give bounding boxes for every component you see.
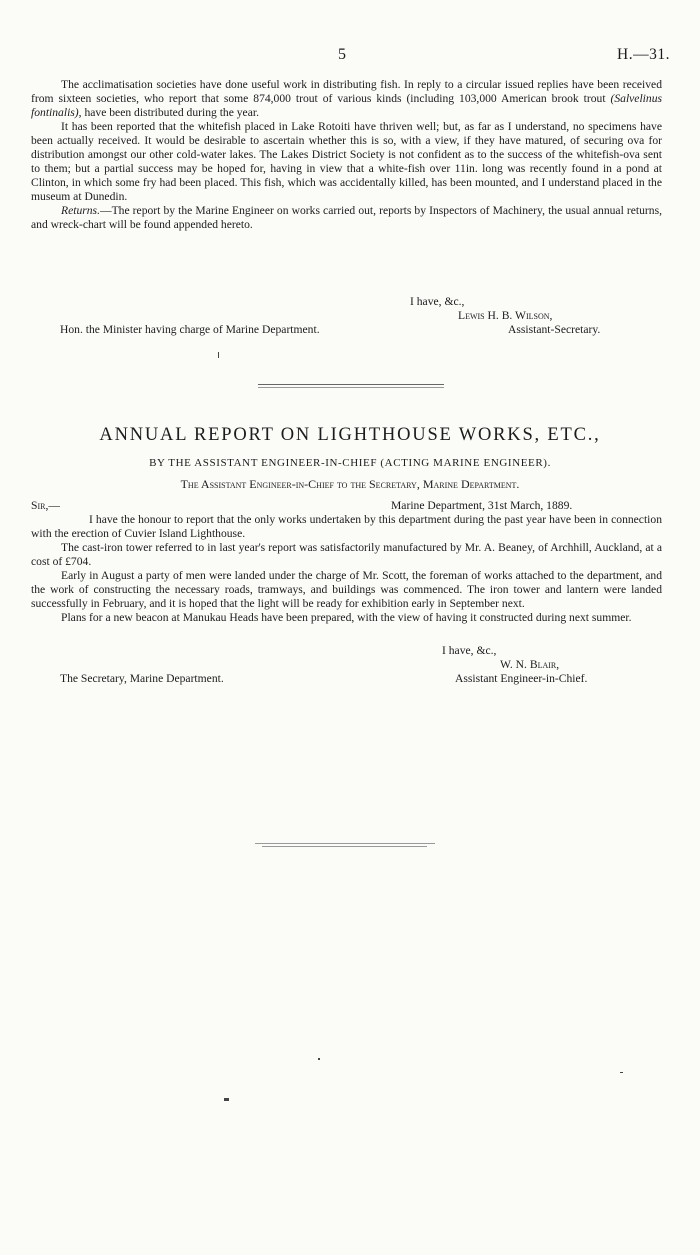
para1-end-text: , have been distributed during the year. xyxy=(78,106,259,119)
signatory-title-1: Assistant-Secretary. xyxy=(508,323,601,336)
paragraph-beacon: Plans for a new beacon at Manukau Heads have been prepared, with the view of having it constructed during next summer. xyxy=(61,611,632,624)
report-body-section-2 xyxy=(31,513,662,625)
species-name: (Salvelinus fontinalis) xyxy=(31,92,662,119)
report-body-section-1 xyxy=(31,78,662,232)
salutation: Sir,— xyxy=(31,499,60,512)
paragraph-party: Early in August a party of men were landed under the charge of Mr. Scott, the foreman of works attached to the department, and the work of constructing the necessary roads, tramways, and buildings was commenced. The iron tower and lantern were landed successfully in February, and it is hoped that the light will be ready for exhibition early in September next. xyxy=(31,569,662,610)
scan-speck xyxy=(620,1072,623,1073)
paragraph-acclimatisation xyxy=(31,78,662,120)
addressee-1: Hon. the Minister having charge of Marine Department. xyxy=(60,323,320,336)
section-divider-1b xyxy=(258,387,444,388)
scan-speck xyxy=(318,1058,320,1060)
report-title: ANNUAL REPORT ON LIGHTHOUSE WORKS, ETC., xyxy=(99,425,601,445)
scan-speck xyxy=(224,1098,229,1101)
document-code: H.—31. xyxy=(617,46,670,63)
paragraph-tower: The cast-iron tower referred to in last year's report was satisfactorily manufactured by Mr. A. Beaney, of Archhill, Auckland, at a cost of £704. xyxy=(31,541,662,568)
signatory-title-2: Assistant Engineer-in-Chief. xyxy=(455,672,588,685)
section-divider-2b xyxy=(262,846,427,847)
returns-label: Returns. xyxy=(61,204,100,217)
page-number: 5 xyxy=(338,46,346,63)
para1-text: The acclimatisation societies have done useful work in distributing fish. In reply to a circular issued replies have been received from sixteen societies, who report that some 874,000 trout of various kinds (including 103,000 American brook trout xyxy=(31,78,662,105)
paragraph-works: I have the honour to report that the only works undertaken by this department during the past year have been in connection with the erection of Cuvier Island Lighthouse. xyxy=(31,513,662,540)
section-divider-1 xyxy=(258,384,444,385)
paragraph-whitefish: It has been reported that the whitefish placed in Lake Rotoiti have thriven well; but, as far as I understand, no specimens have been actually received. It would be desirable to ascertain whether this is so, with a view, if they have matured, of securing ova for distribution amongst our other cold-water lakes. The Lakes District Society is not confident as to the success of the whitefish-ova sent to them; but a partial success may be hoped for, having in view that a white-fish over 11in. long was recently found in a pond at Clinton, in which some fry had been placed. This fish, which was accidentally killed, has been mounted, and I understand placed in the museum at Dunedin. xyxy=(31,120,662,203)
scan-speck xyxy=(218,352,219,358)
dateline: Marine Department, 31st March, 1889. xyxy=(391,499,573,512)
section-divider-2 xyxy=(255,843,435,844)
address-line: The Assistant Engineer-in-Chief to the Secretary, Marine Department. xyxy=(180,477,520,491)
closing-1: I have, &c., xyxy=(410,295,465,308)
signatory-2: W. N. Blair, xyxy=(500,658,560,671)
closing-2: I have, &c., xyxy=(442,644,497,657)
report-subtitle: BY THE ASSISTANT ENGINEER-IN-CHIEF (ACTING MARINE ENGINEER). xyxy=(149,457,551,469)
paragraph-returns xyxy=(31,204,662,232)
returns-text: —The report by the Marine Engineer on works carried out, reports by Inspectors of Machinery, the usual annual returns, and wreck-chart will be found appended hereto. xyxy=(31,204,662,231)
signatory-1: Lewis H. B. Wilson, xyxy=(458,309,553,322)
addressee-2: The Secretary, Marine Department. xyxy=(60,672,224,685)
